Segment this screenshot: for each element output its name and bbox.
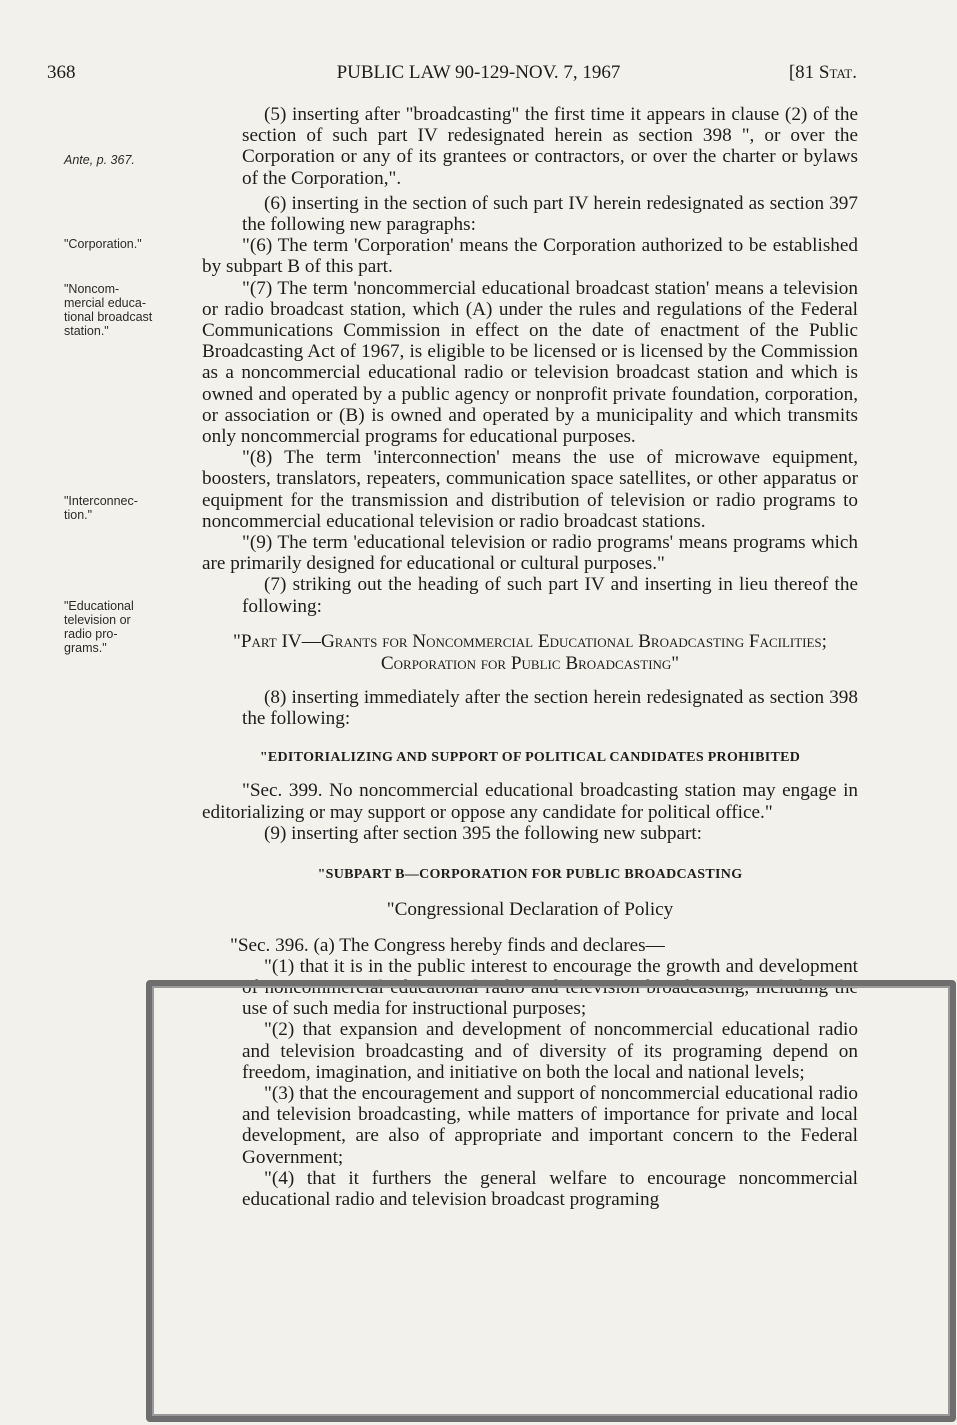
- definition-noncommercial-station: "(7) The term 'noncommercial educational broadcast station' means a television or radio broadcast station, which (A) under the rules and regulations of the Federal Communications Commission in effect on the date of enactment of the Public Broadcasting Act of 1967, is eligible to be licensed or is licensed by the Commission as a noncommercial educational radio or television broadcast station and which is owned and operated by a public agency or nonprofit private foundation, corporation, or association or (B) is owned and operated by a municipality and which transmits only noncommercial programs for educational purposes.: [202, 277, 858, 448]
- page-title: PUBLIC LAW 90-129-NOV. 7, 1967: [336, 62, 621, 83]
- paragraph-8: (8) inserting immediately after the section herein redesignated as section 398 the following:: [242, 686, 858, 730]
- definition-educational-programs: "(9) The term 'educational television or radio programs' means programs which are primarily designed for educational or cultural purposes.": [202, 532, 858, 575]
- margin-note-ante: Ante, p. 367.: [64, 153, 135, 167]
- margin-note-noncommercial: "Noncom- mercial educa- tional broadcast station.": [64, 282, 153, 338]
- editorializing-heading: "EDITORIALIZING AND SUPPORT OF POLITICAL CANDIDATES PROHIBITED: [259, 750, 801, 766]
- finding-1: "(1) that it is in the public interest to encourage the growth and development of noncommercial educational radio and television broadcasting, including the use of such media for instructional purposes;: [242, 955, 858, 1020]
- margin-note-corporation: "Corporation.": [64, 237, 142, 251]
- document-body: [202, 104, 858, 1210]
- declaration-heading: "Congressional Declaration of Policy: [386, 899, 674, 921]
- finding-4: "(4) that it furthers the general welfare to encourage noncommercial educational radio and television broadcast programing: [242, 1167, 858, 1210]
- page-header: [0, 62, 957, 88]
- definition-corporation: "(6) The term 'Corporation' means the Corporation authorized to be established by subpart B of this part.: [202, 235, 858, 278]
- paragraph-7: (7) striking out the heading of such part IV and inserting in lieu thereof the following:: [242, 574, 858, 617]
- part-iv-heading: "Part IV—Grants for Noncommercial Educational Broadcasting Facilities; Corporation for Public Broadcasting": [232, 630, 827, 674]
- finding-3: "(3) that the encouragement and support of noncommercial educational radio and television broadcasting, while matters of importance for private and local development, are also of appropriate and important concern to the Federal Government;: [242, 1082, 858, 1168]
- margin-note-interconnection: "Interconnec- tion.": [64, 494, 138, 522]
- subpart-b-heading: "SUBPART B—CORPORATION FOR PUBLIC BROADCASTING: [317, 867, 743, 883]
- section-399: "Sec. 399. No noncommercial educational broadcasting station may engage in editorializing or may support or oppose any candidate for political office.": [202, 780, 858, 823]
- definition-interconnection: "(8) The term 'interconnection' means the use of microwave equipment, boosters, translators, repeaters, communication space satellites, or other apparatus or equipment for the transmission and distribution of television or radio programs to noncommercial educational television or radio broadcast stations.: [202, 447, 858, 532]
- statute-reference: [81 Stat.: [788, 62, 857, 83]
- paragraph-5: (5) inserting after "broadcasting" the first time it appears in clause (2) of the section of such part IV redesignated herein as section 398 ", or over the Corporation or any of its grantees or contractors, or over the charter or bylaws of the Corporation,".: [242, 104, 858, 189]
- paragraph-6: (6) inserting in the section of such part IV herein redesignated as section 397 the following new paragraphs:: [242, 192, 858, 236]
- margin-note-educational-programs: "Educational television or radio pro- grams.": [64, 599, 134, 655]
- finding-2: "(2) that expansion and development of noncommercial educational radio and television broadcasting and of diversity of its programing depend on freedom, imagination, and initiative on both the local and national levels;: [242, 1019, 858, 1083]
- page-number: 368: [47, 62, 76, 83]
- section-396-a: "Sec. 396. (a) The Congress hereby finds and declares—: [230, 934, 665, 956]
- paragraph-9: (9) inserting after section 395 the following new subpart:: [264, 822, 703, 844]
